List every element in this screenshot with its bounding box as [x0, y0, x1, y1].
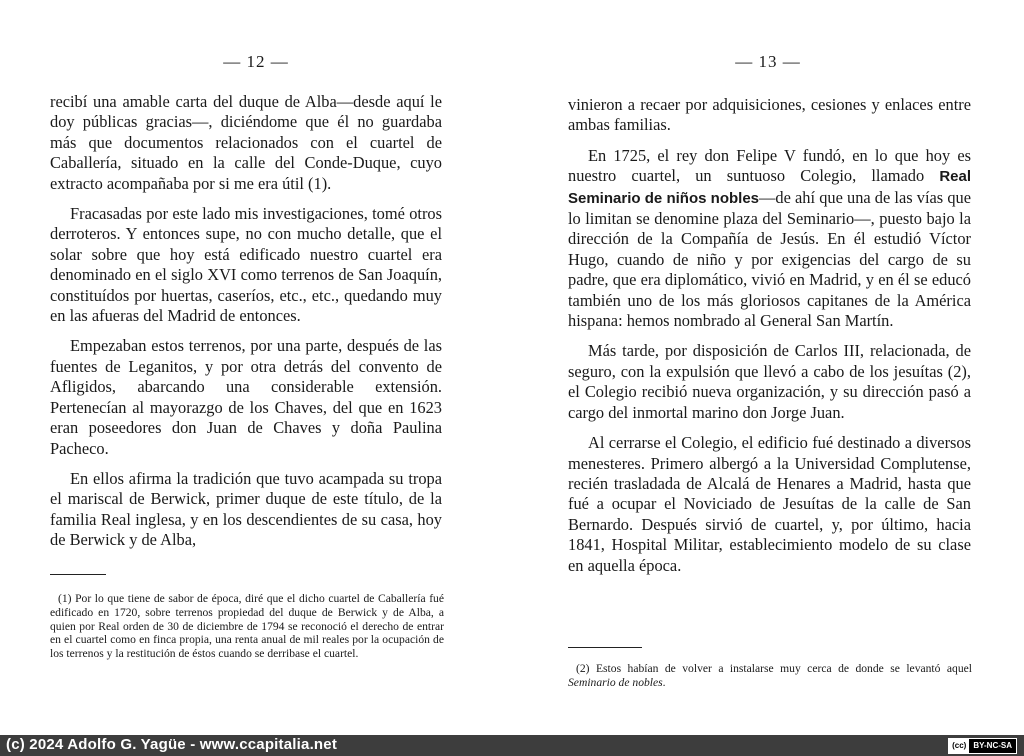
cc-license-badge — [948, 738, 1017, 754]
paragraph — [568, 146, 971, 332]
footnote-text: (1) Por lo que tiene de sabor de época, diré que el dicho cuartel de Caballería fué edificado en 1720, sobre terrenos propiedad del duque de Berwick y de Alba, a quien por Real orden de 30 de diciembre de 1794 se reconoció el derecho de entrar en el cuartel como en finca propia, una renta anual de mil reales por la ocupación de los terrenos y la restitución de éstos cuando se derribase el cuartel. — [50, 592, 444, 661]
copyright-text: (c) 2024 Adolfo G. Yagüe - www.ccapitalia.net — [6, 736, 338, 753]
body-text — [568, 95, 971, 586]
left-page — [0, 0, 512, 735]
paragraph: En ellos afirma la tradición que tuvo acampada su tropa el mariscal de Berwick, primer duque de este título, de la familia Real inglesa, y en los descendientes de su casa, hoy de Berwick y de Alba, — [50, 468, 442, 550]
paragraph: vinieron a recaer por adquisiciones, cesiones y enlaces entre ambas familias. — [568, 95, 971, 135]
paragraph-text: En 1725, el rey don Felipe V fundó, en lo que hoy es nuestro cuartel, un suntuoso Colegio, llamado — [568, 145, 971, 186]
bold-name: Real Seminario de niños nobles — [568, 168, 971, 207]
paragraph-text: —de ahí que una de las vías que lo limitan se denomine plaza del Seminario—, puesto bajo la dirección de la Compañía de Jesús. En él estudió Víctor Hugo, cuando de niño y por exigencias del cargo de su padre, que era diplomático, vivió en Madrid, y en él se educó también uno de los más gloriosos capitanes de la América hispana: hemos nombrado al General San Martín. — [568, 187, 971, 331]
paragraph: Empezaban estos terrenos, por una parte, después de las fuentes de Leganitos, y por otra detrás del convento de Afligidos, abarcando una considerable extensión. Pertenecían al mayorazgo de los Chaves, del que en 1623 eran poseedores don Juan de Chaves y doña Paulina Pacheco. — [50, 336, 442, 458]
paragraph: Fracasadas por este lado mis investigaciones, tomé otros derroteros. Y entonces supe, no con mucho detalle, que el solar sobre que hoy está edificado nuestro cuartel era denominado en el siglo XVI como terrenos de San Joaquín, constituídos por huertas, caseríos, etc., etc., quedando muy en las afueras del Madrid de entonces. — [50, 204, 442, 326]
footnote-italic: Seminario de nobles — [568, 675, 663, 689]
footnote-divider — [568, 647, 642, 648]
footnote — [50, 592, 444, 661]
paragraph: Más tarde, por disposición de Carlos III, relacionada, de seguro, con la expulsión que llevó a cabo de los jesuítas (2), el Colegio recibió nueva organización, y su dirección pasó a cargo del inmortal marino don Jorge Juan. — [568, 341, 971, 422]
footnote-text — [568, 662, 972, 690]
footnote — [568, 662, 972, 690]
cc-icon: (cc) — [949, 739, 969, 753]
page-number: — 13 — — [735, 52, 801, 71]
license-terms: BY-NC-SA — [969, 739, 1016, 753]
page-number: — 12 — — [223, 52, 289, 71]
footnote-text-part: (2) Estos habían de volver a instalarse muy cerca de donde se levantó aquel — [576, 662, 972, 675]
copyright-banner — [0, 735, 1024, 756]
right-page — [512, 0, 1024, 735]
paragraph: Al cerrarse el Colegio, el edificio fué destinado a diversos menesteres. Primero albergó a la Universidad Complutense, recién trasladada de Alcalá de Henares a Madrid, hasta que fué a ocupar el Noviciado de Jesuítas de la calle de San Bernardo. Después sirvió de cuartel, y, por último, hacia 1841, Hospital Militar, establecimiento modelo de su clase en aquella época. — [568, 433, 971, 575]
footnote-text-part: . — [662, 675, 666, 689]
body-text — [50, 92, 442, 561]
footnote-divider — [50, 574, 106, 575]
paragraph: recibí una amable carta del duque de Alba—desde aquí le doy públicas gracias—, diciéndome que él no guardaba más que documentos relacionados con el cuartel de Caballería, situado en la calle del Conde-Duque, cuyo extracto acompañaba por si me era útil (1). — [50, 92, 442, 193]
